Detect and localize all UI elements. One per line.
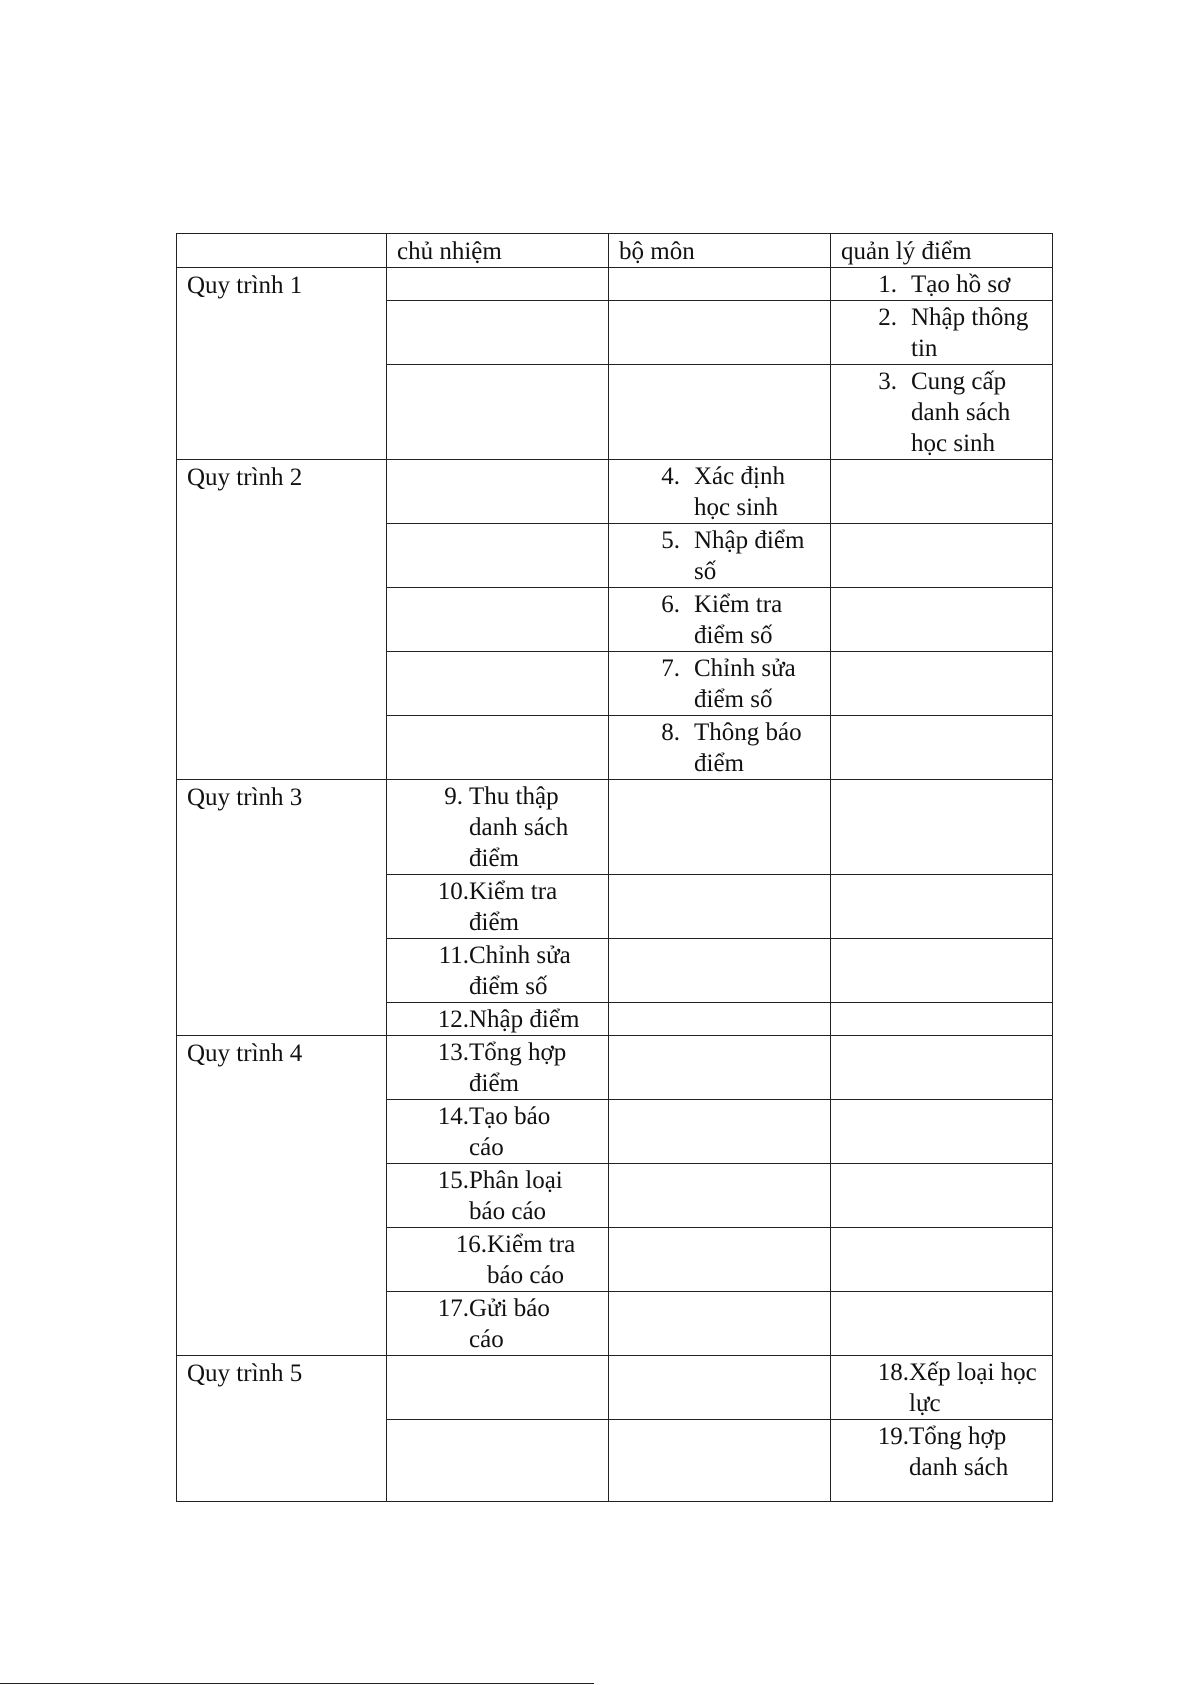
step-text: Phân loại báo cáo [469,1167,563,1225]
empty-cell [609,301,831,365]
empty-cell [831,1164,1053,1228]
step-cell [609,588,831,652]
step-cell [387,1036,609,1100]
empty-cell [609,875,831,939]
step-text: Chỉnh sửa điểm số [694,655,796,713]
step-cell [831,365,1053,460]
empty-cell [387,460,609,524]
step-cell [831,301,1053,365]
step-text: Nhập điểm [469,1006,580,1033]
step-number: 2. [878,304,897,331]
group-label: Quy trình 3 [187,784,303,811]
step-text: Tổng hợp điểm [469,1039,567,1097]
empty-cell [387,1420,609,1502]
step-text: Xếp loại học lực [909,1359,1037,1417]
header-cell-chu-nhiem [387,234,609,268]
process-table [176,233,1053,1502]
step-text: Gửi báo cáo [469,1295,550,1353]
empty-cell [831,716,1053,780]
empty-cell [609,1164,831,1228]
group-label: Quy trình 4 [187,1040,303,1067]
step-number: 17. [437,1295,469,1322]
step-text: Kiểm tra điểm [469,878,558,936]
group-label: Quy trình 2 [187,464,303,491]
step-number: 18. [877,1359,909,1386]
step-number: 10. [437,878,469,905]
empty-cell [609,939,831,1003]
empty-cell [831,1036,1053,1100]
step-number: 11. [438,942,469,969]
empty-cell [831,460,1053,524]
step-number: 4. [661,463,680,490]
step-number: 15. [437,1167,469,1194]
step-text: Kiểm tra báo cáo [487,1231,576,1289]
step-number: 16. [455,1231,487,1258]
group-cell [177,1356,387,1502]
step-text: Thu thập danh sách điểm [469,783,569,872]
step-text: Kiểm tra điểm số [694,591,783,649]
empty-cell [831,588,1053,652]
step-cell [387,1100,609,1164]
step-cell [387,875,609,939]
step-cell [609,524,831,588]
empty-cell [387,652,609,716]
step-text: Cung cấp danh sách học sinh [911,368,1011,457]
group-cell [177,268,387,460]
empty-cell [831,1292,1053,1356]
step-number: 9. [444,783,463,810]
table-row [177,1356,1053,1420]
step-number: 1. [878,271,897,298]
step-number: 7. [661,655,680,682]
empty-cell [831,524,1053,588]
group-cell [177,780,387,1036]
empty-cell [609,268,831,301]
empty-cell [831,875,1053,939]
footnote-separator [0,1683,594,1684]
empty-cell [831,1003,1053,1036]
empty-cell [387,365,609,460]
step-cell [609,460,831,524]
empty-cell [609,365,831,460]
group-cell [177,460,387,780]
step-number: 13. [437,1039,469,1066]
step-text: Tạo báo cáo [469,1103,551,1161]
header-cell-bo-mon [609,234,831,268]
step-number: 19. [877,1423,909,1450]
header-cell-empty [177,234,387,268]
step-number: 14. [437,1103,469,1130]
step-cell [387,1228,609,1292]
table-row [177,1036,1053,1100]
empty-cell [609,1420,831,1502]
header-label: quản lý điểm [841,238,972,265]
step-text: Tổng hợp danh sách [909,1423,1009,1481]
table-row [177,460,1053,524]
table-row [177,780,1053,875]
empty-cell [387,301,609,365]
empty-cell [387,268,609,301]
group-label: Quy trình 1 [187,272,303,299]
step-number: 12. [437,1006,469,1033]
empty-cell [831,1100,1053,1164]
step-cell [831,268,1053,301]
header-label: chủ nhiệm [397,238,502,265]
step-cell [387,1003,609,1036]
header-label: bộ môn [619,238,695,265]
step-number: 6. [661,591,680,618]
empty-cell [609,1003,831,1036]
step-cell [609,716,831,780]
empty-cell [609,1292,831,1356]
empty-cell [387,1356,609,1420]
step-cell [831,1420,1053,1502]
step-number: 5. [661,527,680,554]
step-cell [387,939,609,1003]
step-number: 3. [878,368,897,395]
step-text: Thông báo điểm [694,719,802,777]
empty-cell [387,716,609,780]
step-text: Chỉnh sửa điểm số [469,942,571,1000]
empty-cell [387,588,609,652]
empty-cell [831,780,1053,875]
step-number: 8. [661,719,680,746]
empty-cell [831,939,1053,1003]
empty-cell [609,1356,831,1420]
header-row [177,234,1053,268]
group-cell [177,1036,387,1356]
header-cell-quan-ly-diem [831,234,1053,268]
step-cell [387,1164,609,1228]
empty-cell [831,652,1053,716]
step-cell [387,780,609,875]
step-text: Tạo hồ sơ [911,271,1011,298]
step-text: Xác định học sinh [694,463,785,521]
step-text: Nhập điểm số [694,527,805,585]
empty-cell [609,780,831,875]
empty-cell [609,1036,831,1100]
table-row [177,268,1053,301]
empty-cell [387,524,609,588]
step-cell [609,652,831,716]
empty-cell [831,1228,1053,1292]
group-label: Quy trình 5 [187,1360,303,1387]
empty-cell [609,1100,831,1164]
step-cell [831,1356,1053,1420]
step-cell [387,1292,609,1356]
empty-cell [609,1228,831,1292]
step-text: Nhập thông tin [911,304,1029,362]
